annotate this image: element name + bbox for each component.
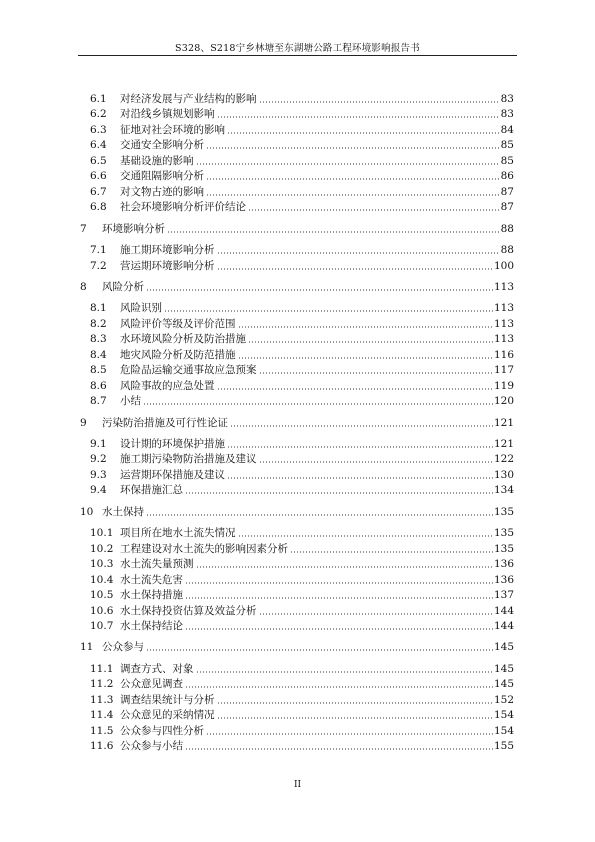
toc-section-entry[interactable] — [90, 330, 514, 346]
toc-entry-title: 社会环境影响分析评价结论 — [120, 201, 246, 214]
dot-leader — [146, 649, 493, 651]
toc-entry-title: 调查结果统计与分析 — [120, 693, 215, 706]
toc-entry-number: 6.2 — [90, 108, 107, 121]
dot-leader — [206, 147, 500, 149]
toc-entry-title: 对沿线乡镇规划影响 — [120, 108, 215, 121]
toc-entry-title: 水土流失量预测 — [120, 558, 194, 571]
page-number: II — [293, 780, 302, 790]
toc-entry-page: 121 — [493, 438, 514, 450]
dot-leader — [167, 231, 500, 233]
toc-section-entry[interactable] — [90, 706, 514, 722]
toc-entry-number: 8 — [80, 280, 87, 293]
dot-leader — [196, 671, 493, 673]
toc-section-entry[interactable] — [90, 602, 514, 618]
toc-entry-number: 8.3 — [90, 333, 107, 346]
dot-leader — [206, 733, 493, 735]
toc-entry-number: 6.5 — [90, 154, 107, 167]
toc-entry-title: 对经济发展与产业结构的影响 — [120, 93, 257, 105]
dot-leader — [206, 194, 500, 196]
toc-entry-page: 135 — [493, 505, 514, 518]
toc-entry-number: 8.5 — [90, 364, 107, 377]
toc-entry-title: 水环境风险分析及防治措施 — [120, 333, 246, 346]
dot-leader — [227, 132, 500, 134]
toc-entry-page: 145 — [493, 662, 514, 675]
toc-section-entry[interactable] — [90, 136, 514, 152]
toc-entry-number: 11.4 — [90, 709, 114, 722]
toc-entry-page: 85 — [500, 154, 514, 167]
toc-entry-page: 122 — [493, 453, 514, 466]
toc-section-entry[interactable] — [90, 524, 514, 540]
dot-leader — [259, 461, 493, 463]
dot-leader — [290, 551, 493, 553]
dot-leader — [185, 597, 493, 599]
toc-section-entry[interactable] — [90, 167, 514, 183]
toc-entry-number: 7 — [80, 222, 87, 235]
toc-entry-title: 水土保持措施 — [120, 589, 183, 602]
toc-chapter-entry[interactable] — [80, 638, 514, 654]
toc-chapter-entry[interactable] — [80, 220, 514, 236]
dot-leader — [196, 163, 500, 165]
toc-entry-number: 9.1 — [90, 438, 107, 450]
toc-entry-page: 121 — [493, 416, 514, 429]
toc-entry-page: 144 — [493, 604, 514, 617]
toc-section-entry[interactable] — [90, 660, 514, 676]
toc-section-entry[interactable] — [90, 450, 514, 466]
dot-leader — [217, 702, 493, 704]
dot-leader — [206, 178, 500, 180]
dot-leader — [238, 357, 493, 359]
toc-entry-number: 11.5 — [90, 724, 114, 737]
toc-entry-page: 113 — [493, 302, 514, 315]
toc-entry-number: 9.3 — [90, 468, 107, 481]
toc-section-entry[interactable] — [90, 183, 514, 199]
dot-leader — [164, 310, 493, 312]
toc-entry-page: 154 — [493, 724, 514, 737]
toc-entry-title: 公众参与小结 — [120, 740, 183, 753]
toc-entry-page: 113 — [493, 333, 514, 346]
toc-entry-number: 6.7 — [90, 185, 107, 198]
dot-leader — [238, 535, 493, 537]
toc-entry-page: 135 — [493, 527, 514, 540]
toc-entry-title: 施工期污染物防治措施及建议 — [120, 453, 257, 466]
toc-entry-number: 10 — [80, 505, 94, 518]
toc-entry-title: 水土保持结论 — [120, 619, 183, 632]
toc-section-entry[interactable] — [90, 392, 514, 408]
toc-entry-title: 污染防治措施及可行性论证 — [102, 416, 228, 429]
toc-entry-number: 9.4 — [90, 484, 107, 497]
dot-leader — [259, 372, 493, 374]
toc-entry-title: 交通安全影响分析 — [120, 139, 204, 152]
toc-entry-title: 调查方式、对象 — [120, 662, 194, 675]
toc-section-entry[interactable] — [90, 299, 514, 315]
toc-section-entry[interactable] — [90, 571, 514, 587]
toc-entry-number: 10.6 — [90, 604, 114, 617]
toc-entry-title: 公众参与四性分析 — [120, 724, 204, 737]
toc-entry-number: 11.6 — [90, 740, 114, 753]
toc-entry-page: 85 — [500, 139, 514, 152]
toc-section-entry[interactable] — [90, 198, 514, 214]
toc-entry-title: 对文物古迹的影响 — [120, 185, 204, 198]
toc-section-entry[interactable] — [90, 691, 514, 707]
toc-entry-number: 8.4 — [90, 348, 107, 361]
toc-entry-title: 营运期环境影响分析 — [120, 259, 215, 272]
toc-entry-title: 地灾风险分析及防范措施 — [120, 348, 236, 361]
toc-section-entry[interactable] — [90, 257, 514, 273]
toc-section-entry[interactable] — [90, 435, 514, 451]
toc-entry-number: 6.8 — [90, 201, 107, 214]
toc-entry-title: 项目所在地水土流失情况 — [120, 527, 236, 540]
toc-entry-title: 风险事故的应急处置 — [120, 379, 215, 392]
toc-entry-number: 6.4 — [90, 139, 107, 152]
toc-entry-page: 136 — [493, 558, 514, 571]
toc-section-entry[interactable] — [90, 466, 514, 482]
toc-section-entry[interactable] — [90, 481, 514, 497]
toc-entry-page: 84 — [500, 123, 514, 136]
dot-leader — [217, 717, 493, 719]
toc-entry-title: 风险识别 — [120, 302, 162, 315]
toc-entry-number: 10.7 — [90, 619, 114, 632]
toc-entry-page: 86 — [500, 170, 514, 183]
toc-entry-title: 环保措施汇总 — [120, 484, 183, 497]
dot-leader — [217, 116, 500, 118]
toc-entry-page: 83 — [500, 93, 514, 105]
toc-entry-page: 88 — [500, 244, 514, 257]
toc-entry-number: 7.1 — [90, 244, 107, 257]
toc-entry-page: 87 — [500, 201, 514, 214]
toc-section-entry[interactable] — [90, 737, 514, 753]
toc-entry-page: 113 — [493, 280, 514, 293]
toc-entry-number: 10.1 — [90, 527, 114, 540]
toc-chapter-entry[interactable] — [80, 278, 514, 294]
toc-entry-page: 100 — [493, 259, 514, 272]
dot-leader — [227, 477, 493, 479]
toc-entry-number: 6.6 — [90, 170, 107, 183]
header-divider — [78, 55, 517, 56]
toc-section-entry[interactable] — [90, 377, 514, 393]
dot-leader — [217, 268, 493, 270]
dot-leader — [259, 613, 493, 615]
dot-leader — [217, 252, 500, 254]
toc-section-entry[interactable] — [90, 241, 514, 257]
toc-section-entry[interactable] — [90, 722, 514, 738]
toc-entry-title: 征地对社会环境的影响 — [120, 123, 225, 136]
dot-leader — [143, 403, 493, 405]
toc-entry-title: 水土保持投资估算及效益分析 — [120, 604, 257, 617]
toc-entry-title: 风险分析 — [102, 280, 144, 293]
dot-leader — [248, 209, 500, 211]
toc-section-entry[interactable] — [90, 617, 514, 633]
toc-entry-page: 154 — [493, 709, 514, 722]
dot-leader — [230, 425, 493, 427]
toc-entry-number: 8.2 — [90, 317, 107, 330]
toc-entry-page: 144 — [493, 619, 514, 632]
toc-entry-number: 9.2 — [90, 453, 107, 466]
toc-section-entry[interactable] — [90, 121, 514, 137]
toc-entry-page: 130 — [493, 468, 514, 481]
toc-entry-page: 116 — [493, 348, 514, 361]
toc-entry-page: 117 — [493, 364, 514, 377]
dot-leader — [217, 388, 493, 390]
toc-entry-number: 6.3 — [90, 123, 107, 136]
toc-entry-title: 交通阻隔影响分析 — [120, 170, 204, 183]
toc-entry-page: 120 — [493, 395, 514, 408]
toc-entry-page: 155 — [493, 740, 514, 753]
toc-entry-number: 11.1 — [90, 662, 114, 675]
toc-entry-number: 7.2 — [90, 259, 107, 272]
toc-entry-page: 145 — [493, 641, 514, 654]
toc-section-entry[interactable] — [90, 555, 514, 571]
toc-entry-page: 135 — [493, 542, 514, 555]
toc-entry-page: 119 — [493, 379, 514, 392]
toc-entry-number: 8.6 — [90, 379, 107, 392]
toc-entry-title: 工程建设对水土流失的影响因素分析 — [120, 542, 288, 555]
toc-entry-page: 145 — [493, 678, 514, 691]
toc-section-entry[interactable] — [90, 152, 514, 168]
dot-leader — [146, 514, 493, 516]
running-header: S328、S218宁乡林塘至东湖塘公路工程环境影响报告书 — [175, 43, 420, 54]
toc-entry-page: 152 — [493, 693, 514, 706]
toc-entry-number: 10.5 — [90, 589, 114, 602]
toc-entry-page: 87 — [500, 185, 514, 198]
toc-entry-title: 基础设施的影响 — [120, 154, 194, 167]
dot-leader — [185, 686, 493, 688]
dot-leader — [248, 341, 493, 343]
toc-section-entry[interactable] — [90, 315, 514, 331]
toc-entry-title: 水土保持 — [102, 505, 144, 518]
toc-entry-title: 公众参与 — [102, 641, 144, 654]
dot-leader — [185, 628, 493, 630]
toc-entry-page: 83 — [500, 108, 514, 121]
toc-section-entry[interactable] — [90, 361, 514, 377]
toc-entry-title: 危险品运输交通事故应急预案 — [120, 364, 257, 377]
toc-section-entry[interactable] — [90, 346, 514, 362]
toc-entry-number: 11 — [80, 641, 94, 654]
toc-section-entry[interactable] — [90, 675, 514, 691]
dot-leader — [259, 101, 500, 103]
toc-entry-page: 134 — [493, 484, 514, 497]
toc-entry-title: 施工期环境影响分析 — [120, 244, 215, 257]
toc-entry-number: 10.3 — [90, 558, 114, 571]
toc-entry-title: 设计期的环境保护措施 — [120, 438, 225, 450]
toc-section-entry[interactable] — [90, 90, 514, 106]
toc-entry-number: 10.4 — [90, 573, 114, 586]
toc-entry-number: 11.3 — [90, 693, 114, 706]
dot-leader — [185, 582, 493, 584]
toc-chapter-entry[interactable] — [80, 414, 514, 430]
toc-entry-number: 9 — [80, 416, 87, 429]
toc-chapter-entry[interactable] — [80, 503, 514, 519]
toc-entry-number: 11.2 — [90, 678, 114, 691]
toc-entry-title: 环境影响分析 — [102, 222, 165, 235]
toc-entry-title: 小结 — [120, 395, 141, 408]
toc-entry-title: 水土流失危害 — [120, 573, 183, 586]
toc-entry-page: 137 — [493, 589, 514, 602]
toc-entry-title: 公众意见调查 — [120, 678, 183, 691]
toc-entry-title: 公众意见的采纳情况 — [120, 709, 215, 722]
dot-leader — [185, 492, 493, 494]
toc-section-entry[interactable] — [90, 586, 514, 602]
toc-entry-page: 88 — [500, 222, 514, 235]
toc-section-entry[interactable] — [90, 105, 514, 121]
toc-entry-number: 10.2 — [90, 542, 114, 555]
dot-leader — [238, 326, 493, 328]
toc-entry-page: 113 — [493, 317, 514, 330]
dot-leader — [196, 566, 493, 568]
toc-entry-title: 风险评价等级及评价范围 — [120, 317, 236, 330]
toc-entry-number: 6.1 — [90, 93, 107, 105]
dot-leader — [227, 446, 493, 448]
toc-entry-number: 8.1 — [90, 302, 107, 315]
dot-leader — [146, 289, 493, 291]
toc-entry-title: 运营期环保措施及建议 — [120, 468, 225, 481]
toc-entry-number: 8.7 — [90, 395, 107, 408]
toc-section-entry[interactable] — [90, 540, 514, 556]
toc-entry-page: 136 — [493, 573, 514, 586]
dot-leader — [185, 748, 493, 750]
